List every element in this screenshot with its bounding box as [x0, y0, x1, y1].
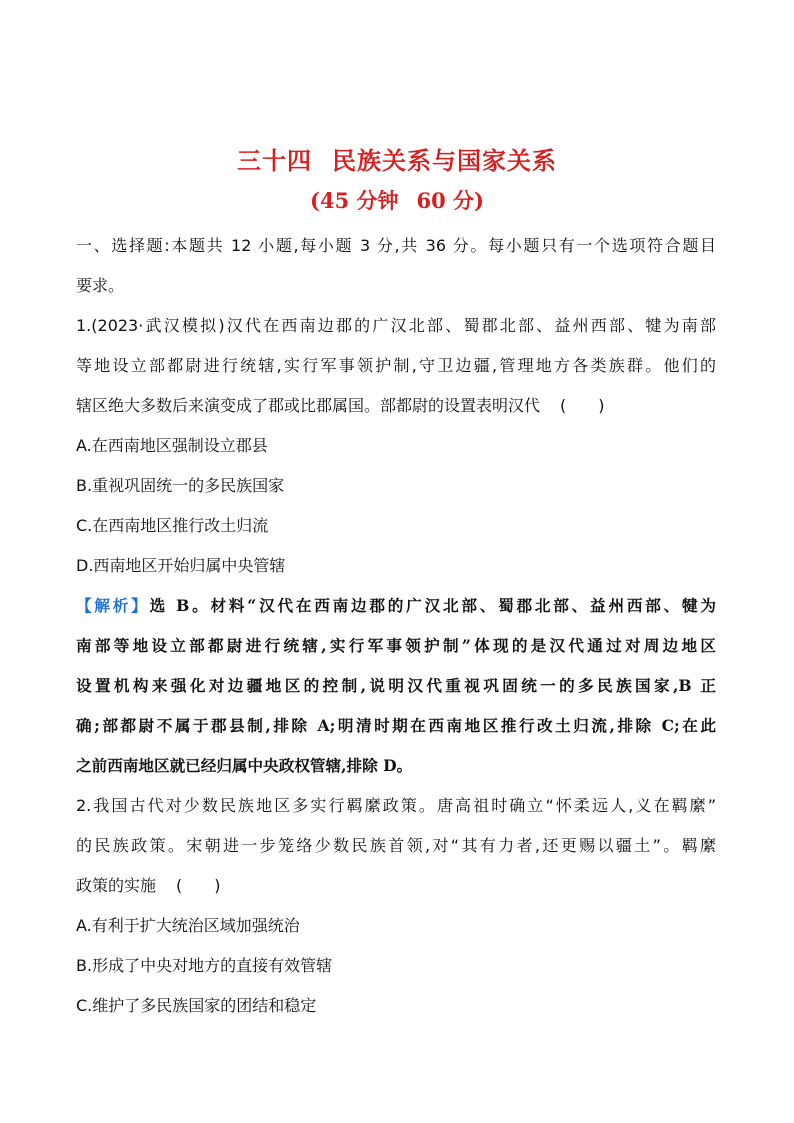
analysis-line: 设置机构来强化对边疆地区的控制,说明汉代重视巩固统一的多民族国家,B 正 [76, 676, 716, 695]
analysis-line: 之前西南地区就已经归属中央政权管辖,排除 D。 [76, 756, 413, 775]
section-instruction-line: 一、选择题:本题共 12 小题,每小题 3 分,共 36 分。每小题只有一个选项符合题目 [76, 236, 716, 255]
answer-bracket: ( ) [176, 876, 221, 895]
question-1-stem-line [76, 386, 716, 426]
question-1-option-a: A.在西南地区强制设立郡县 [76, 436, 268, 455]
content [76, 226, 716, 1026]
answer-bracket: ( ) [560, 396, 605, 415]
title-number: 三十四 [237, 146, 312, 175]
question-2-option-b: B.形成了中央对地方的直接有效管辖 [76, 956, 333, 975]
analysis-line [76, 586, 716, 626]
analysis-line: 南部等地设立部都尉进行统辖,实行军事领护制”体现的是汉代通过对周边地区 [76, 636, 716, 655]
question-2-stem-line: 的民族政策。宋朝进一步笼络少数民族首领,对“其有力者,还更赐以疆土”。羁縻 [76, 836, 716, 855]
subtitle-score: 60 分) [416, 188, 484, 213]
question-1-stem-line: 等地设立部都尉进行统辖,实行军事领护制,守卫边疆,管理地方各类族群。他们的 [76, 356, 716, 375]
section-instruction-line: 要求。 [76, 276, 125, 295]
analysis-text: 选 B。材料“汉代在西南边郡的广汉北部、蜀郡北部、益州西部、犍为 [149, 596, 716, 615]
question-2-stem-line: 2.我国古代对少数民族地区多实行羁縻政策。唐高祖时确立“怀柔远人,义在羁縻” [76, 796, 716, 815]
question-1-stem-line: 1.(2023·武汉模拟)汉代在西南边郡的广汉北部、蜀郡北部、益州西部、犍为南部 [76, 316, 716, 335]
question-1-stem-text: 辖区绝大多数后来演变成了郡或比郡属国。部都尉的设置表明汉代 [76, 396, 541, 415]
analysis-tag: 【解析】 [76, 596, 150, 615]
analysis-line: 确;部都尉不属于郡县制,排除 A;明清时期在西南地区推行改土归流,排除 C;在此 [76, 716, 716, 735]
title-text: 民族关系与国家关系 [332, 146, 557, 175]
question-1-analysis [76, 586, 716, 786]
question-1-option-b: B.重视巩固统一的多民族国家 [76, 476, 285, 495]
question-2-option-c: C.维护了多民族国家的团结和稳定 [76, 996, 317, 1015]
question-2-stem-text: 政策的实施 [76, 876, 157, 895]
question-1-option-c: C.在西南地区推行改土归流 [76, 516, 269, 535]
question-2-stem-line [76, 866, 716, 906]
question-1-option-d: D.西南地区开始归属中央管辖 [76, 556, 286, 575]
page-title [0, 146, 794, 176]
page-subtitle [0, 186, 794, 216]
question-2-option-a: A.有利于扩大统治区域加强统治 [76, 916, 300, 935]
subtitle-time: (45 分钟 [310, 188, 399, 213]
